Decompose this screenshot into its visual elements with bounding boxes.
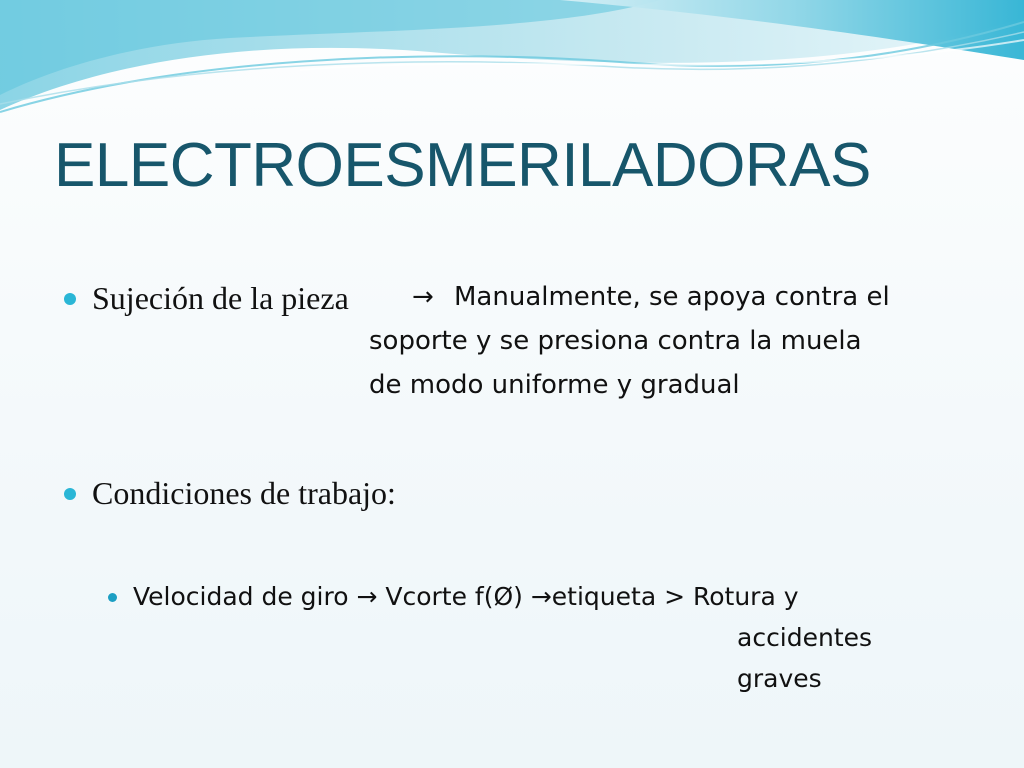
bullet-text-line-1: Manualmente, se apoya contra el bbox=[454, 282, 890, 312]
bullet-label-sujecion: Sujeción de la pieza bbox=[92, 280, 349, 316]
bullet-text-line-3: de modo uniforme y gradual bbox=[369, 370, 740, 400]
bullet-dot-icon bbox=[64, 293, 76, 305]
header-wave-decoration bbox=[0, 0, 1024, 130]
slide-title: ELECTROESMERILADORAS bbox=[54, 131, 871, 200]
arrow-text: → bbox=[412, 282, 434, 312]
sub-bullet-text-line-1: Velocidad de giro → Vcorte f(Ø) →etiqueta > Rotura y bbox=[133, 582, 799, 611]
bullet-dot-icon bbox=[64, 488, 76, 500]
sub-bullet-text-line-2: accidentes bbox=[737, 623, 873, 652]
sub-bullet-dot-icon bbox=[108, 593, 117, 602]
sub-bullet-text-line-3: graves bbox=[737, 664, 822, 693]
bullet-label-condiciones: Condiciones de trabajo: bbox=[92, 475, 396, 511]
bullet-text-line-2: soporte y se presiona contra la muela bbox=[369, 326, 862, 356]
